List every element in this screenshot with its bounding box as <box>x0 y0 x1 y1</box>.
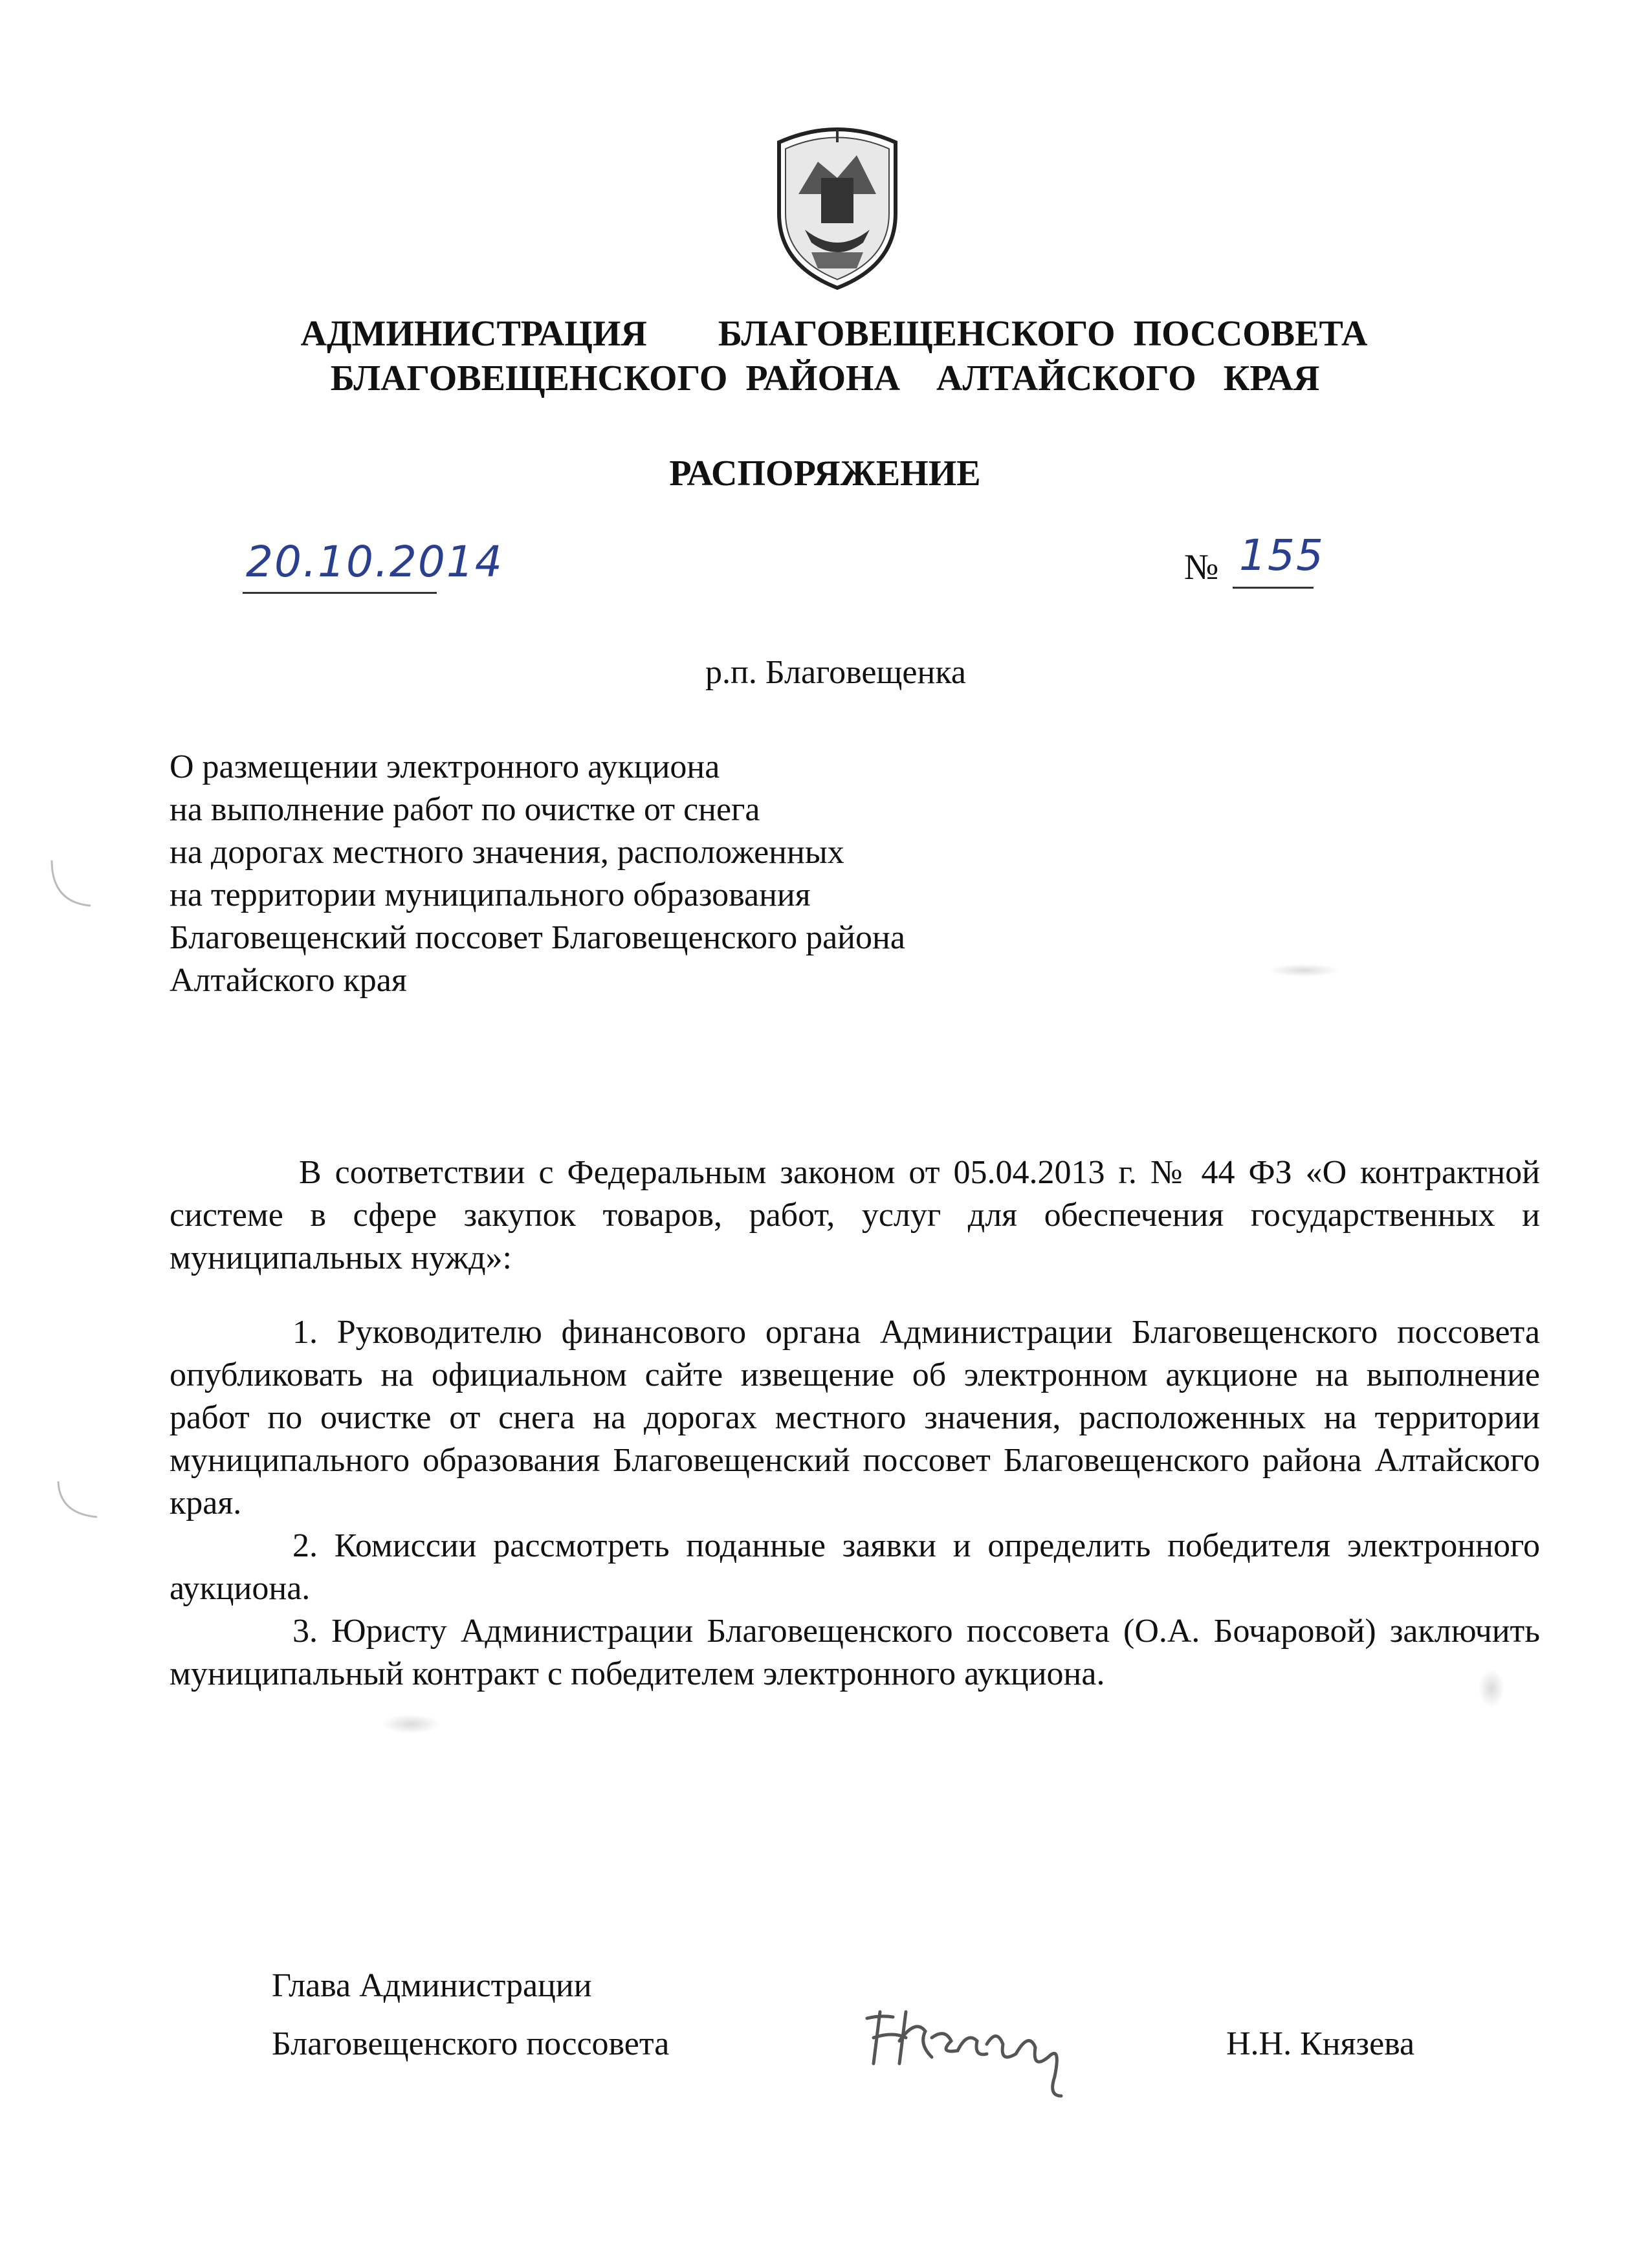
scan-spot <box>1479 1669 1504 1708</box>
document-type: РАСПОРЯЖЕНИЕ <box>669 453 981 494</box>
order-item-1: 1. Руководителю финансового органа Администрации Благовещенского поссовета опубликовать на официальном сайте извещение об электронном аукционе на выполнение работ по очистке от снега на дорогах местного значения, расположенных на территории муниципального образования Благовещенский поссовет Благовещенского района Алтайского края. <box>170 1314 1540 1521</box>
number-label: № <box>1184 547 1219 587</box>
punch-hole-mark <box>52 1475 104 1527</box>
signatory-name: Н.Н. Князева <box>1226 2025 1415 2062</box>
document-date: 20.10.2014 <box>246 537 503 587</box>
scan-spot <box>1268 964 1339 977</box>
coat-of-arms-emblem <box>760 116 915 291</box>
scan-spot <box>382 1714 440 1734</box>
subject-line: Благовещенский поссовет Благовещенского района <box>170 919 905 956</box>
preamble <box>170 1151 1540 1280</box>
number-underline <box>1233 587 1314 589</box>
subject-block <box>170 746 1075 1002</box>
subject-line: на дорогах местного значения, расположенных <box>170 834 844 871</box>
preamble-text: В соответствии с Федеральным законом от 05.04.2013 г. № 44 ФЗ «О контрактной системе в сфере закупок товаров, работ, услуг для обеспечения государственных и муниципальных нужд»: <box>170 1154 1540 1276</box>
order-item-3: 3. Юристу Администрации Благовещенского поссовета (О.А. Бочаровой) заключить муниципальный контракт с победителем электронного аукциона. <box>170 1613 1540 1692</box>
punch-hole-mark <box>45 854 97 912</box>
signatory-title-line2: Благовещенского поссовета <box>272 2025 670 2062</box>
subject-line: на территории муниципального образования <box>170 877 811 913</box>
signatory-title-line1: Глава Администрации <box>272 1967 592 2004</box>
org-name-line2: БЛАГОВЕЩЕНСКОГО РАЙОНА АЛТАЙСКОГО КРАЯ <box>330 358 1320 398</box>
document-number: 155 <box>1239 530 1325 580</box>
subject-line: Алтайского края <box>170 962 407 999</box>
subject-line: О размещении электронного аукциона <box>170 748 720 785</box>
order-items <box>170 1311 1540 1696</box>
org-name-line1-left: АДМИНИСТРАЦИЯ <box>300 314 647 354</box>
date-underline <box>243 592 437 594</box>
org-name-line1-right: БЛАГОВЕЩЕНСКОГО ПОССОВЕТА <box>718 314 1368 354</box>
place-of-issue: р.п. Благовещенка <box>705 654 966 691</box>
subject-line: на выполнение работ по очистке от снега <box>170 791 760 828</box>
org-name-line1 <box>0 272 1650 354</box>
order-item-2: 2. Комиссии рассмотреть поданные заявки и определить победителя электронного аукциона. <box>170 1527 1540 1607</box>
handwritten-signature <box>854 1992 1087 2102</box>
